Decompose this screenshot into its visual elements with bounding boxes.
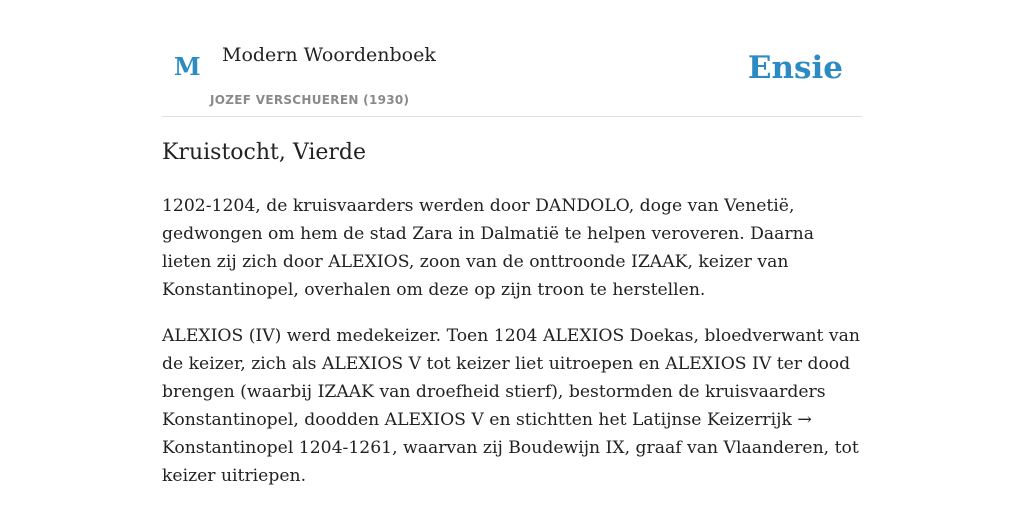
dictionary-logo[interactable]: M bbox=[174, 52, 201, 81]
dictionary-author: JOZEF VERSCHUEREN (1930) bbox=[210, 93, 410, 107]
brand-logo-link[interactable]: Ensie bbox=[747, 50, 843, 86]
page bbox=[162, 0, 862, 512]
header bbox=[162, 0, 862, 117]
entry-body bbox=[162, 192, 862, 508]
entry-title: Kruistocht, Vierde bbox=[162, 140, 367, 165]
dictionary-title[interactable]: Modern Woordenboek bbox=[222, 44, 436, 66]
entry-paragraph: 1202-1204, de kruisvaarders werden door DANDOLO, doge van Venetië, gedwongen om hem de stad Zara in Dalmatië te helpen veroveren. Daarna lieten zij zich door ALEXIOS, zoon van de onttroonde IZAAK, keizer van Konstantinopel, overhalen om deze op zijn troon te herstellen. bbox=[162, 196, 814, 300]
entry-paragraph: ALEXIOS (IV) werd medekeizer. Toen 1204 ALEXIOS Doekas, bloedverwant van de keizer, zich als ALEXIOS V tot keizer liet uitroepen en ALEXIOS IV ter dood brengen (waarbij IZAAK van droefheid stierf), bestormden de kruisvaarders Konstantinopel, doodden ALEXIOS V en stichtten het Latijnse Keizerrijk → Konstantinopel 1204-1261, waarvan zij Boudewijn IX, graaf van Vlaanderen, tot keizer uitriepen. bbox=[162, 326, 860, 486]
